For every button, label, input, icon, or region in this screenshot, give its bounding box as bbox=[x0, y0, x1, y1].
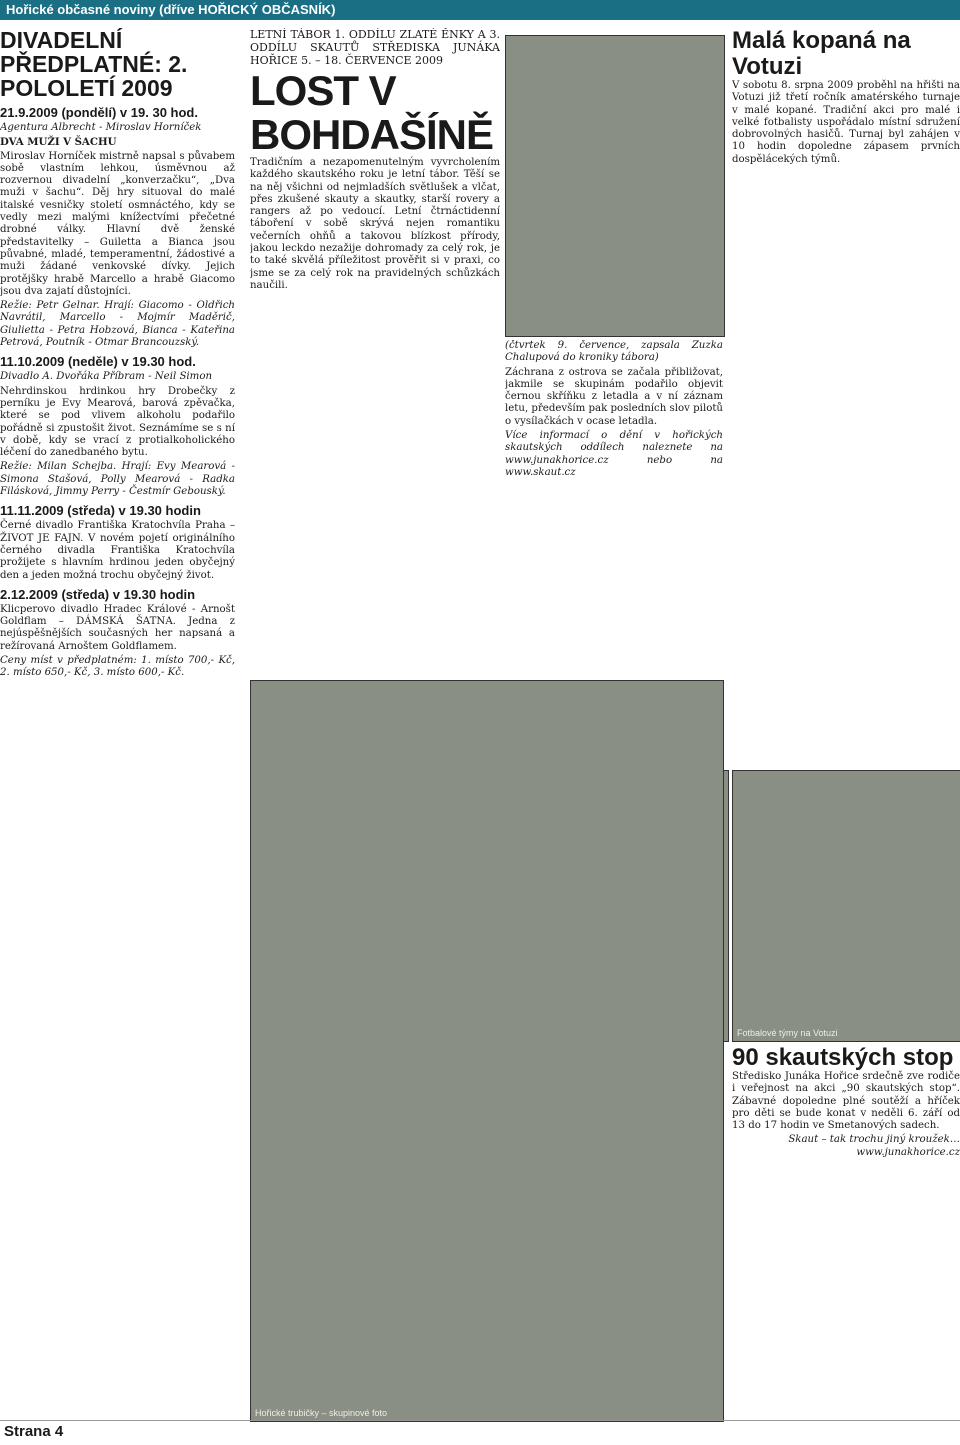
camp-closing: Více informací o dění v hořických skautských oddílech naleznete na www.junakhorice.cz nebo na www.skaut.cz bbox=[505, 430, 723, 478]
theatre-title: DIVADELNÍ PŘEDPLATNÉ: 2. POLOLETÍ 2009 bbox=[0, 28, 188, 101]
football-text: V sobotu 8. srpna 2009 proběhl na hřišti na Votuzi již třetí ročník amatérského turnaje v malé kopané. Tradiční akci pro malé i velké fotbalisty uspořádalo místní sdružení dobrovolných hasičů. Turnaj byl zahájen v 10 hodin dopoledne zápasem prvních dospělácekých týmů. bbox=[732, 80, 960, 165]
camp-group-photo bbox=[250, 680, 724, 1422]
stop-title: 90 skautských stop bbox=[732, 1045, 954, 1071]
theatre-cast2: Režie: Milan Schejba. Hrají: Evy Mearová - Simona Stašová, Polly Mearová - Radka Filásková, Jimmy Perry - Čestmír Gebouský. bbox=[0, 461, 235, 498]
theatre-date3: 11.11.2009 (středa) v 19.30 hodin bbox=[0, 503, 201, 519]
page-label: Strana 4 bbox=[4, 1423, 64, 1440]
stop-text: Středisko Junáka Hořice srdečně zve rodiče i veřejnost na akci „90 skautských stop“. Zábavné dopoledne plné soutěží a hříček pro děti se bude konat v neděli 6. září od 13 do 17 hodin ve Smetanových sadech. bbox=[732, 1071, 960, 1132]
theatre-text2: Nehrdinskou hrdinkou hry Drobečky z perníku je Evy Mearová, barová zpěvačka, které se pod vlivem alkoholu podařilo pořádně si zpustošit život. Seznámíme se s ní v době, kdy se vrací z protialkoholického léčení do zanedbaného bytu. bbox=[0, 385, 235, 459]
team-photo-label: Fotbalové týmy na Votuzi bbox=[737, 1028, 838, 1038]
theatre-text1: Miroslav Horníček mistrně napsal s půvabem sobě vlastním lehkou, úsměvnou až rozvernou divadelní „konverzačku“, „Dva muži v šachu“. Děj hry situoval do malé italské vesničky století osmnáctého, kdy se vedly mezi malými knížectvími přečetné drobné války. Hlavní dvě ženské představitelky – Guiletta a Bianca jsou půvabné, mladé, temperamentní, žádostivé a muži žádané venkovské dívky. Jejich protějšky hrabě Marcello a hrabě Giacomo jsou dva zajatí důstojníci. bbox=[0, 150, 235, 297]
camp-title: LOST V BOHDAŠÍNĚ bbox=[250, 67, 494, 158]
theatre-cast1: Režie: Petr Gelnar. Hrají: Giacomo - Oldřich Navrátil, Marcello - Mojmír Maděrič, Giulietta - Petra Hobzová, Bianca - Kateřina Petrová, Poutník - Otmar Brancouzský. bbox=[0, 300, 235, 349]
theatre-text4: Klicperovo divadlo Hradec Králové - Arnošt Goldflam – DÁMSKÁ ŠATNA. Jedna z nejúspěšnějších současných her napsaná a režírovaná Arnoštem Goldflamem. bbox=[0, 603, 235, 652]
camp-photo-placeholder bbox=[505, 35, 725, 337]
camp-kicker: LETNÍ TÁBOR 1. ODDÍLU ZLATÉ ĚNKY A 3. ODDÍLU SKAUTŮ STŘEDISKA JUNÁKA HOŘICE 5. – 18. ČERVENCE 2009 bbox=[250, 28, 500, 67]
camp-column bbox=[250, 28, 500, 668]
theatre-agency1: Agentura Albrecht - Miroslav Horníček bbox=[0, 122, 202, 133]
footer-rule bbox=[0, 1420, 960, 1421]
theatre-date2: 11.10.2009 (neděle) v 19.30 hod. bbox=[0, 354, 196, 370]
team-photo bbox=[732, 770, 960, 1042]
theatre-play1: DVA MUŽI V ŠACHU bbox=[0, 136, 117, 149]
theatre-column bbox=[0, 28, 235, 1408]
theatre-date4: 2.12.2009 (středa) v 19.30 hodin bbox=[0, 586, 196, 602]
masthead: Hořické občasné noviny (dříve HOŘICKÝ OBČASNÍK) bbox=[0, 0, 960, 20]
theatre-agency2: Divadlo A. Dvořáka Příbram - Neil Simon bbox=[0, 371, 213, 383]
stop-column bbox=[732, 1045, 960, 1415]
stop-sign: Skaut – tak trochu jiný kroužek… www.junakhorice.cz bbox=[788, 1134, 960, 1158]
camp-photo-label: Hořické trubičky – skupinové foto bbox=[255, 1408, 388, 1418]
theatre-date1: 21.9.2009 (pondělí) v 19. 30 hod. bbox=[0, 105, 198, 120]
camp-caption: (čtvrtek 9. července, zapsala Zuzka Chalupová do kroniky tábora) bbox=[505, 340, 723, 364]
camp-text2: Záchrana z ostrova se začala přibližovat, jakmile se skupinám podařilo objevit černou skříňku z letadla a v ní záznam letu, především pak posledních slov pilotů o vysílačkách v ocase letadla. bbox=[505, 366, 723, 427]
camp-text: Tradičním a nezapomenutelným vyvrcholením každého skautského roku je letní tábor. Těší se na něj všichni od nejmladších světlušek a vlčat, přes zkušené skauty a skautky, starší rovery a rangers až po vedoucí. Letní čtrnáctidenní táboření v sobě skrývá nejen romantiku večerních ohňů a takovou blízkost přírody, jakou leckdo nezažije dohromady za celý rok, je to také skvělá příležitost prověřit si v praxi, co jsme se za celý rok na pravidelných schůzkách naučili. bbox=[250, 157, 500, 291]
theatre-text3: Černé divadlo Františka Kratochvíla Praha – ŽIVOT JE FAJN. V novém pojetí originálního černého divadla Františka Kratochvíla prožijete s hlavním hrdinou jeden obyčejný den a jeden možná trochu obyčejný život. bbox=[0, 520, 235, 581]
theatre-prices: Ceny míst v předplatném: 1. místo 700,- Kč, 2. místo 650,- Kč, 3. místo 600,- Kč. bbox=[0, 654, 235, 679]
football-title: Malá kopaná na Votuzi bbox=[732, 28, 911, 80]
